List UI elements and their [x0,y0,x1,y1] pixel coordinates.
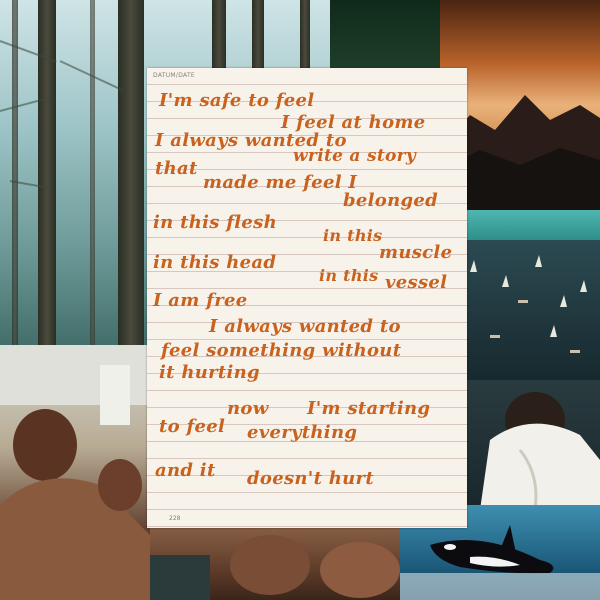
crowd-photo [150,525,400,600]
note-line: I always wanted to [209,316,401,337]
men-on-deck-photo [0,345,150,600]
note-line: and it [155,460,216,481]
note-line: in this [323,226,383,245]
note-line: feel something without [161,340,402,361]
note-line: I'm starting [307,398,431,419]
man-on-boat-photo [460,380,600,510]
note-page-number: 228 [169,515,181,522]
note-line: I feel at home [281,112,426,133]
note-line: I am free [153,290,248,311]
note-line: it hurting [159,362,260,383]
note-line: belonged [343,190,438,211]
note-line: vessel [385,272,448,293]
foliage-photo [330,0,440,70]
note-line: write a story [293,146,417,166]
note-line: in this [319,266,379,285]
note-line: to feel [159,416,226,437]
note-line: I always wanted to [155,130,347,151]
note-line: now [227,398,269,419]
handwritten-note [147,68,467,528]
note-line: made me feel I [203,172,358,193]
note-line: everything [247,422,358,443]
note-line: doesn't hurt [247,468,374,489]
note-line: that [155,158,198,179]
note-line: I'm safe to feel [159,90,315,111]
note-line: in this head [153,252,277,273]
note-date-label: DATUM/DATE [153,72,196,79]
note-line: muscle [379,242,453,263]
note-line: in this flesh [153,212,277,233]
